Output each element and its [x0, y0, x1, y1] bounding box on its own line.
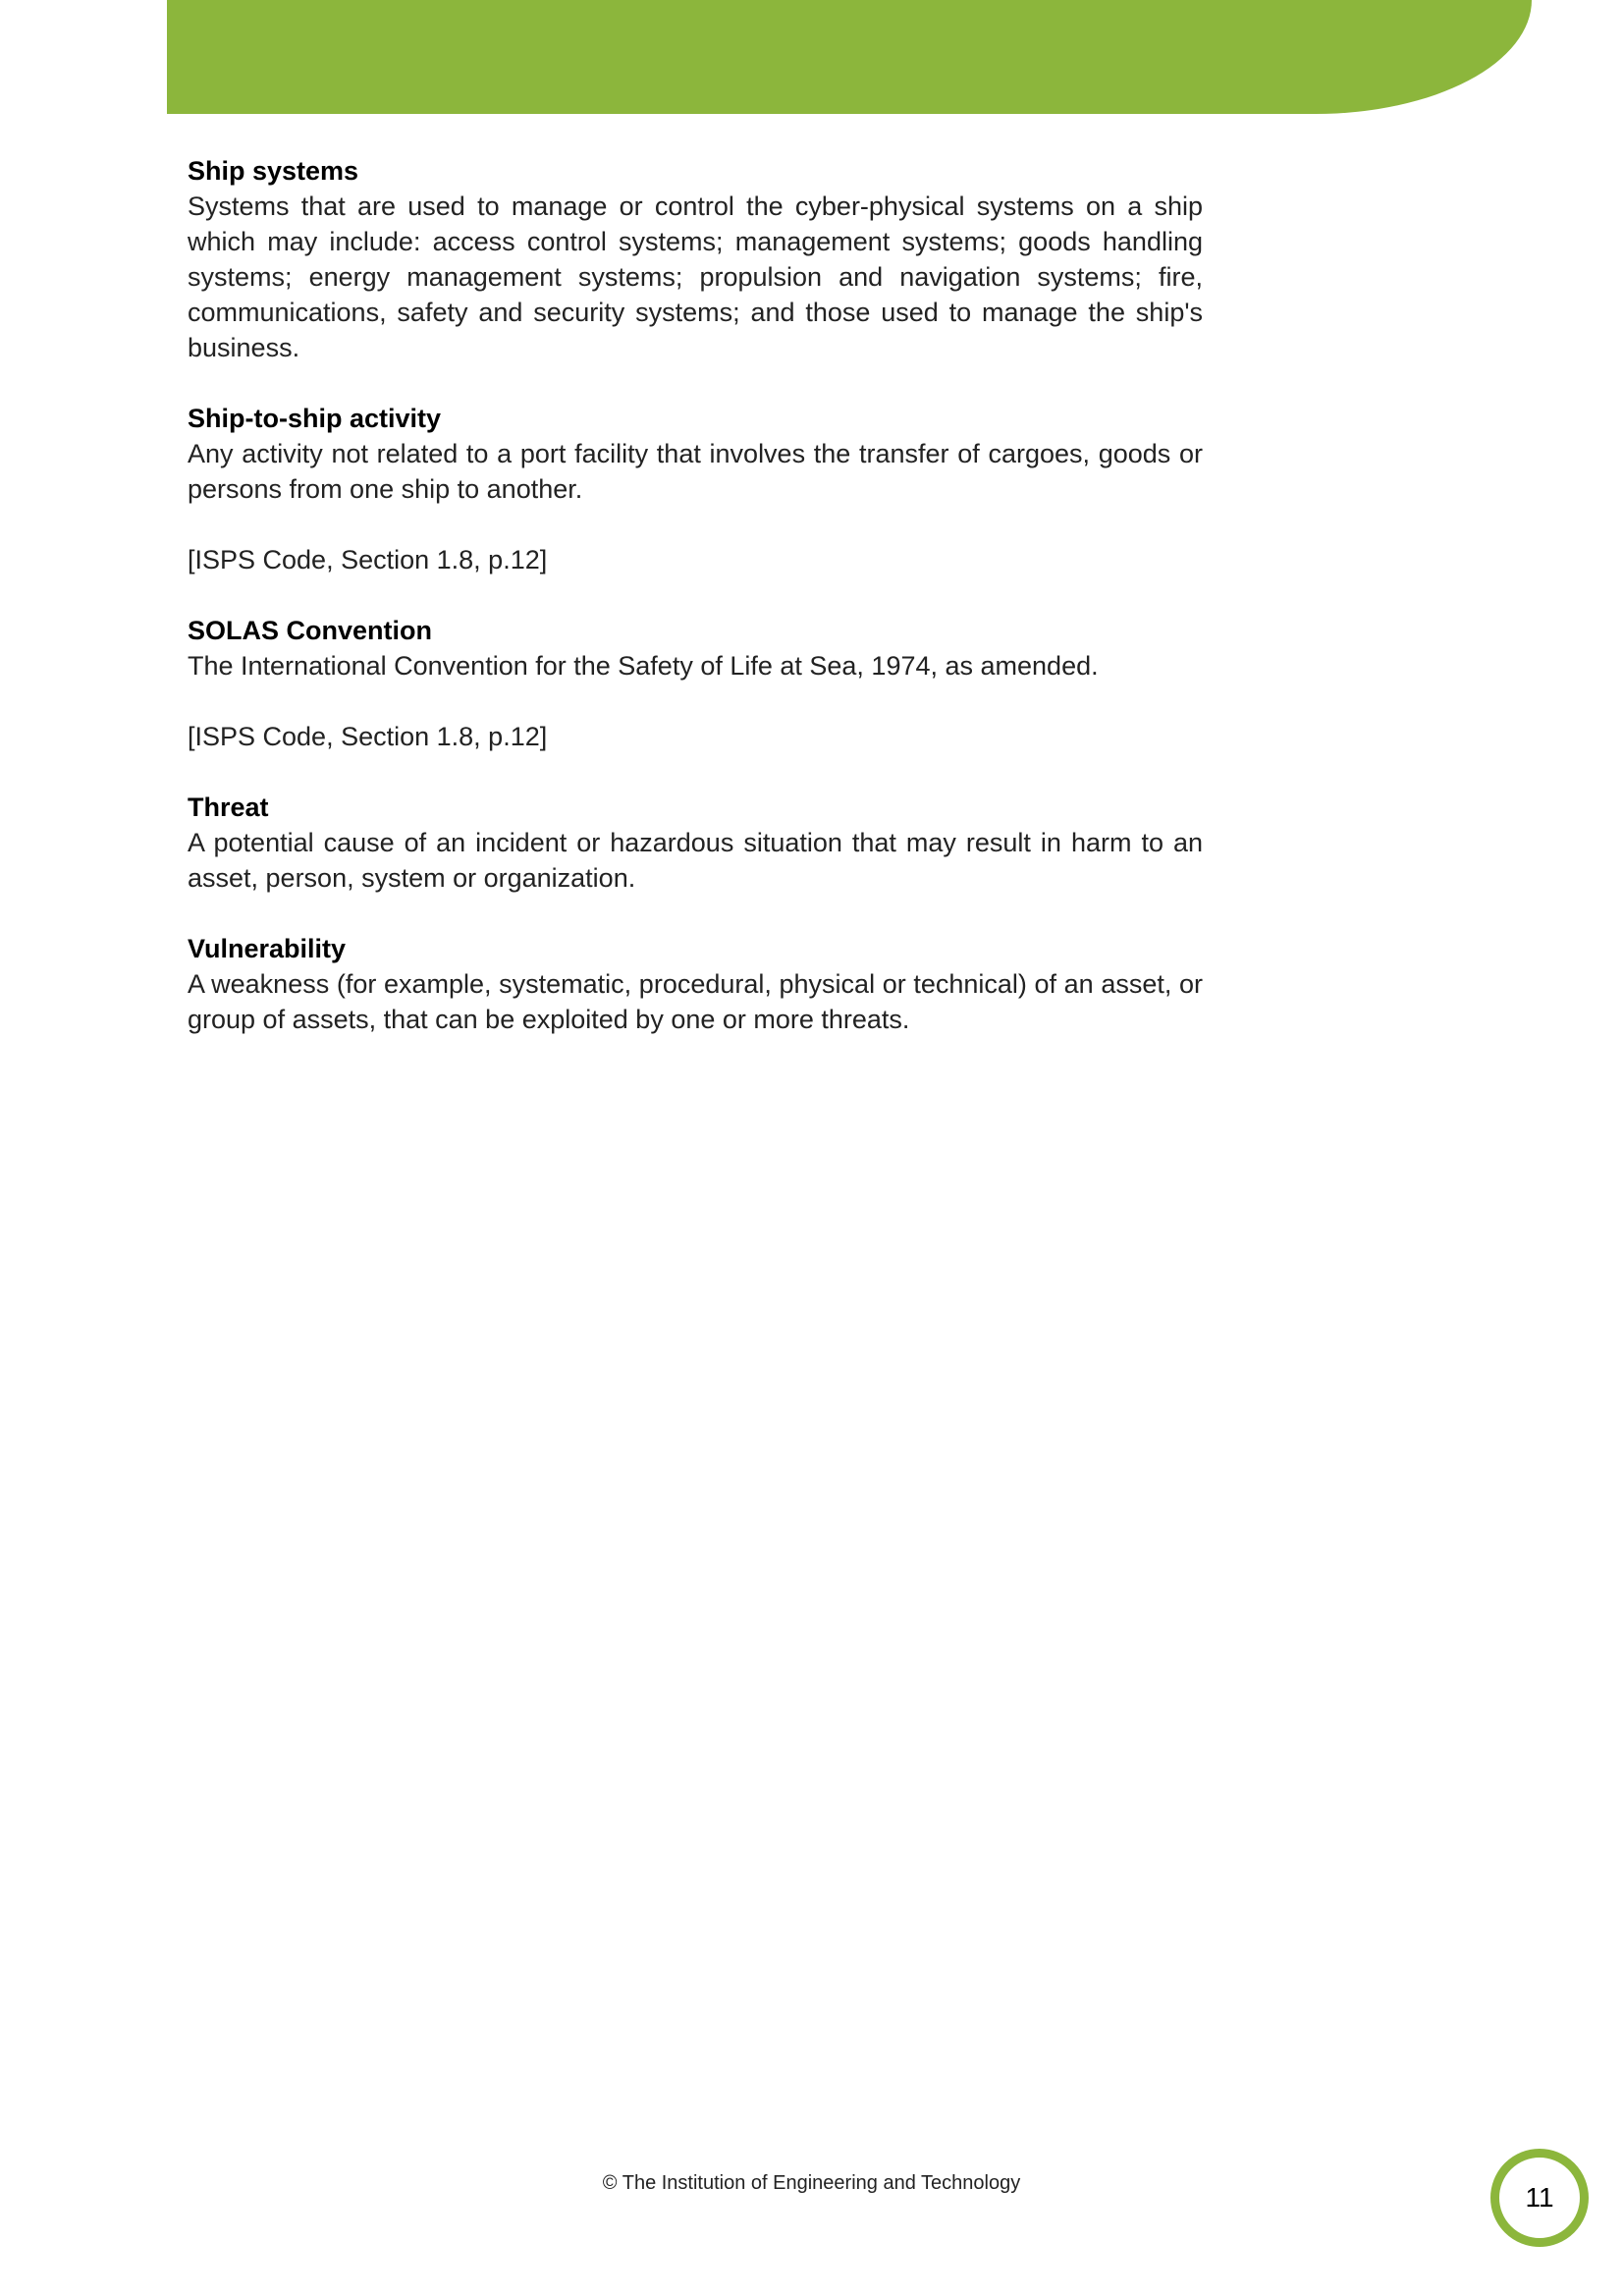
glossary-content: [188, 153, 1203, 1072]
glossary-entry-vulnerability: [188, 931, 1203, 1037]
glossary-term: SOLAS Convention: [188, 616, 432, 645]
glossary-entry-ship-to-ship-activity: [188, 401, 1203, 577]
glossary-definition: Systems that are used to manage or control the cyber-physical systems on a ship which may include: access control systems; management systems; goods handling systems; energy management systems; propulsion and navigation systems; fire, communications, safety and security systems; and those used to manage the ship's business.: [188, 191, 1203, 362]
glossary-definition: A weakness (for example, systematic, procedural, physical or technical) of an asset, or group of assets, that can be exploited by one or more threats.: [188, 969, 1203, 1034]
glossary-definition: The International Convention for the Safety of Life at Sea, 1974, as amended.: [188, 651, 1099, 681]
glossary-term: Ship-to-ship activity: [188, 404, 442, 433]
glossary-definition: A potential cause of an incident or hazardous situation that may result in harm to an asset, person, system or organization.: [188, 828, 1203, 893]
glossary-term: Ship systems: [188, 156, 359, 186]
glossary-definition: Any activity not related to a port facility that involves the transfer of cargoes, goods or persons from one ship to another.: [188, 439, 1203, 504]
footer-copyright: © The Institution of Engineering and Technology: [602, 2172, 1021, 2194]
glossary-entry-ship-systems: [188, 153, 1203, 365]
glossary-entry-threat: [188, 790, 1203, 896]
glossary-reference: [ISPS Code, Section 1.8, p.12]: [188, 545, 548, 574]
header-band: [167, 0, 1532, 114]
page-number-badge: [1490, 2149, 1589, 2247]
glossary-reference: [ISPS Code, Section 1.8, p.12]: [188, 722, 548, 751]
glossary-term: Threat: [188, 793, 269, 822]
glossary-entry-solas-convention: [188, 613, 1203, 754]
glossary-term: Vulnerability: [188, 934, 347, 963]
page-number: 11: [1525, 2182, 1554, 2213]
